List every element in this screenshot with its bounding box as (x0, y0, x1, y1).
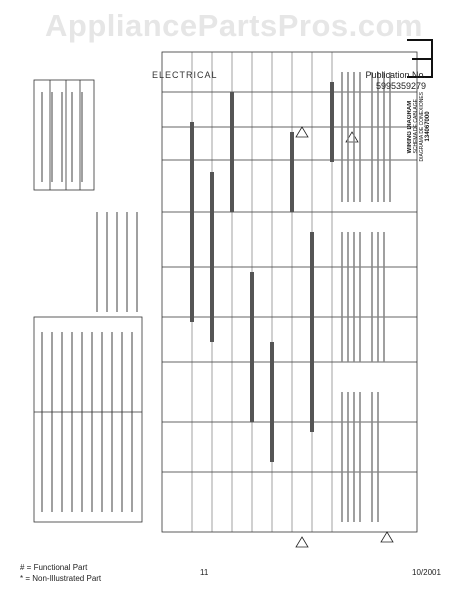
diagram-title-es: SCHEMA DE CABLAGE (413, 99, 419, 154)
diagram-number: 134067000 (425, 111, 431, 142)
publication-number: 5995359279 (375, 81, 426, 91)
watermark: AppliancePartsPros.com (45, 8, 423, 43)
footer-non-illustrated: * = Non-Illustrated Part (20, 574, 102, 583)
diagram-title-fr: DIAGRAMA DE CONEXIONES (419, 92, 425, 162)
footer-date: 10/2001 (412, 568, 441, 577)
header-title: ELECTRICAL (152, 70, 218, 80)
page-number: 11 (200, 568, 209, 577)
publication-label: Publication No. (365, 70, 426, 80)
footer-functional: # = Functional Part (20, 563, 88, 572)
diagram-title: WIRING DIAGRAM (407, 100, 413, 154)
wiring-diagram-drawing (12, 32, 456, 552)
diagram-title-block (407, 92, 447, 161)
wiring-diagram-sheet (12, 32, 456, 552)
publication-info (365, 70, 426, 92)
